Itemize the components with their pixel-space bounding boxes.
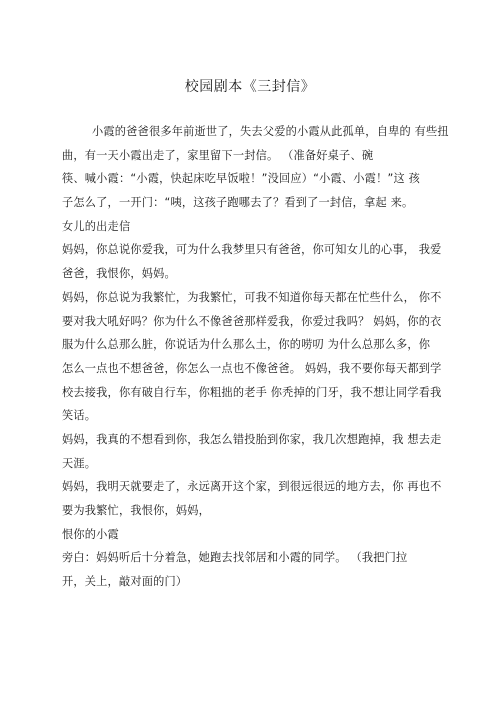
paragraph-line: 小霞的爸爸很多年前逝世了，失去父爱的小霞从此孤单，自卑的 有些扭: [92, 125, 449, 138]
document-body: [62, 120, 449, 594]
paragraph-line: 恨你的小霞: [62, 527, 119, 541]
paragraph-line: 子怎么了，一开门：“咦，这孩子跑哪去了？看到了一封信，拿起 来。: [62, 196, 414, 210]
paragraph-line: 校去接我，你有破自行车，你粗拙的老手 你秃掉的门牙，我不想让同学看我: [62, 385, 442, 399]
paragraph-line: 笑话。: [62, 409, 97, 423]
paragraph-line: 要对我大吼好吗？你为什么不像爸爸那样爱我，你爱过我吗？ 妈妈，你的衣: [62, 314, 442, 328]
paragraph-line: 妈妈，我明天就要走了，永远离开这个家，到很远很远的地方去，你 再也不: [62, 480, 442, 494]
paragraph-line: 妈妈，你总说你爱我，可为什么我梦里只有爸爸，你可知女儿的心事， 我爱: [62, 243, 442, 257]
paragraph-line: 筷、喊小霞：“小霞，快起床吃早饭啦！”没回应）“小霞、小霞！”这 孩: [62, 172, 420, 186]
paragraph-line: 天涯。: [62, 456, 97, 470]
paragraph-line: 怎么一点也不想爸爸，你怎么一点也不像爸爸。 妈妈，我不要你每天都到学: [62, 361, 442, 375]
paragraph-line: 要为我繁忙，我恨你，妈妈，: [62, 504, 211, 517]
paragraph-line: 女儿的出走信: [62, 219, 131, 233]
document-title: 校园剧本《三封信》: [184, 79, 316, 95]
paragraph-line: 妈妈，我真的不想看到你，我怎么错投胎到你家，我几次想跑掉，我 想去走: [62, 432, 442, 446]
paragraph-line: 旁白：妈妈听后十分着急，她跑去找邻居和小霞的同学。 （我把门拉: [62, 551, 408, 565]
paragraph-line: 开，关上，敲对面的门）: [62, 575, 188, 589]
paragraph-line: 爸爸，我恨你，妈妈。: [62, 267, 176, 281]
paragraph-line: 曲，有一天小霞出走了，家里留下一封信。 （准备好桌子、碗: [62, 148, 374, 162]
paragraph-line: 妈妈，你总说为我繁忙，为我繁忙，可我不知道你每天都在忙些什么， 你不: [62, 290, 442, 304]
paragraph-line: 服为什么总那么脏，你说话为什么那么土，你的唠叨 为什么总那么多，你: [62, 338, 431, 352]
